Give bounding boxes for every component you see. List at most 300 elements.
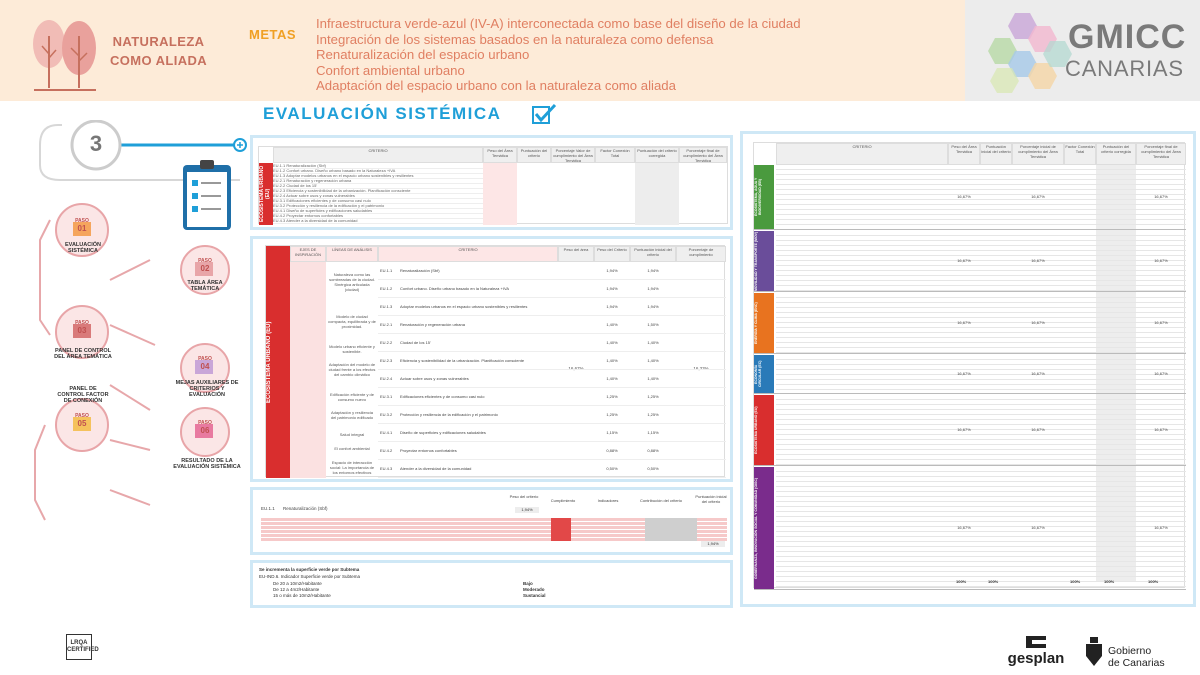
criterion-text: Adoptar modelos urbanos en el espacio urbano sostenibles y resilientes (400, 304, 528, 309)
table-row (776, 521, 1186, 522)
step-badge (70, 413, 94, 428)
criterion-weight: 1,40% (606, 322, 618, 327)
gesplan-mark-icon (1024, 634, 1048, 650)
col-header: Peso del criterio (509, 494, 539, 499)
table-row (776, 219, 1186, 220)
table-row: EU.4.1 Diseño de superficies y edificaciones saludables (273, 208, 483, 214)
col-header: Peso del Área Temática (483, 147, 517, 163)
group-separator (754, 589, 1186, 590)
table-row (776, 174, 1186, 175)
criterion-text: Eficiencia y sostenibilidad de la urbanización. Planificación consciente (400, 358, 525, 363)
table-row (776, 327, 1186, 328)
col-header: LÍNEAS DE ANÁLISIS (326, 246, 378, 262)
table-row (776, 332, 1186, 333)
line-label: Modelo de ciudad compacta, equilibrada y de proximidad. (328, 314, 376, 329)
group-initial-pct: 16,67% (1031, 525, 1045, 530)
table-row (776, 429, 1186, 430)
gmicc-logo (965, 0, 1200, 101)
checkbox-icon (530, 102, 558, 126)
col-header: Porcentaje final de cumplimiento del Área Temática (679, 147, 727, 163)
table-row (776, 501, 1186, 502)
group-initial-pct: 16,67% (1031, 258, 1045, 263)
line-label: Edificación eficiente y de consumo nuevo (329, 392, 375, 402)
table-row (776, 449, 1186, 450)
group-separator (754, 393, 1186, 394)
hexagon-cluster-icon (985, 8, 1075, 93)
table-row (378, 316, 726, 334)
criterion-score: 1,94% (647, 286, 659, 291)
table-row (776, 399, 1186, 400)
indicator-name: Renaturalización (Sbf) (283, 506, 328, 511)
criterion-weight: 1,40% (606, 358, 618, 363)
group-weight: 16,67% (957, 427, 971, 432)
area-weight-cell (483, 163, 517, 225)
step-badge (193, 258, 217, 273)
group-label: ECONOMÍA CIRCULAR (EC) (754, 355, 774, 393)
table-row (776, 240, 1186, 241)
criterion-weight: 1,40% (606, 376, 618, 381)
table-row (776, 576, 1186, 577)
table-row (378, 352, 726, 370)
group-separator (754, 229, 1186, 230)
table-row (776, 297, 1186, 298)
total-cell: 100% (1070, 579, 1081, 584)
table-row (776, 374, 1186, 375)
table-row (776, 516, 1186, 517)
col-header: Contribución del criterio (639, 498, 683, 503)
table-row (776, 439, 1186, 440)
step-badge-word: PASO (198, 258, 212, 264)
gobierno-logo (1108, 645, 1165, 669)
col-header: Puntuación del criterio corregida (1096, 143, 1136, 165)
criterion-score: 1,40% (647, 376, 659, 381)
brand-title-line1: NATURALEZA (112, 33, 205, 49)
col-header: Cumplimiento (550, 498, 576, 503)
metas-label: METAS (249, 27, 297, 42)
table-row (776, 342, 1186, 343)
note-option: 15 o más de 10m2/Habitante (273, 593, 331, 598)
criterion-weight: 1,94% (606, 268, 618, 273)
criterion-score: 1,15% (647, 430, 659, 435)
criterion-code: EU.1.1 (380, 268, 393, 273)
table-row (776, 561, 1186, 562)
criterion-text: Protección y resiliencia de la edificación y el patrimonio (400, 412, 498, 417)
criterion-score: 1,40% (647, 340, 659, 345)
col-header: CRITERIO (378, 246, 558, 262)
step-label: TABLA ÁREA TEMÁTICA (187, 280, 223, 292)
criterion-code: EU.1.2 (380, 286, 393, 291)
note-level: Sustancial (523, 593, 546, 598)
line-label: Adaptación del modelo de ciudad frente a los efectos del cambio climático (328, 362, 376, 377)
group-label: MOVILIDAD Y TRANSPORTE (MOV) (754, 231, 774, 291)
step-badge (70, 320, 94, 335)
line-label: Adaptación y resiliencia del patrimonio edificado (330, 410, 374, 420)
table-row (776, 184, 1186, 185)
step-badge (193, 356, 217, 371)
criterion-score: 0,50% (647, 466, 659, 471)
criterion-code: EU.4.1 (380, 430, 393, 435)
table-row (776, 434, 1186, 435)
criterion-text: Renaturalización (Sbf) (400, 268, 440, 273)
col-header: Peso del Área Temática (948, 143, 980, 165)
group-final-pct: 16,67% (1154, 525, 1168, 530)
criterion-weight: 0,88% (606, 448, 618, 453)
totals-row (948, 579, 1186, 587)
table-row (378, 370, 726, 388)
criterion-code: EU.4.2 (380, 448, 393, 453)
table-row (776, 526, 1186, 527)
group-label: ENERGÍA Y CLIMA (ENC) (754, 293, 774, 353)
full-results-table (753, 142, 1185, 588)
logo-subtitle: CANARIAS (1065, 56, 1184, 81)
table-row (776, 536, 1186, 537)
table-row (378, 388, 726, 406)
step-badge-word: PASO (75, 320, 89, 326)
table-row (776, 285, 1186, 286)
header-band (0, 0, 1200, 101)
table-row (776, 302, 1186, 303)
table-row (776, 566, 1186, 567)
section-title: EVALUACIÓN SISTÉMICA (263, 104, 502, 123)
table-row (776, 307, 1186, 308)
table-row (378, 262, 726, 280)
criterion-code: EU.2.2 (380, 340, 393, 345)
table-row (776, 179, 1186, 180)
brand-title (110, 32, 207, 70)
col-header: Puntuación inicial del criterio (695, 494, 727, 504)
col-header: CRITERIO (776, 143, 948, 165)
table-row (776, 551, 1186, 552)
group-final-pct: 16,67% (1154, 194, 1168, 199)
table-row (776, 454, 1186, 455)
table-row: EU.2.3 Eficiencia y sostenibilidad de la urbanización. Planificación consciente (273, 188, 483, 194)
area-table (258, 146, 728, 224)
criteria-table (265, 245, 725, 477)
table-row: EU.4.2 Proyectar entornos confortables (273, 213, 483, 219)
step-label: PANEL DE CONTROL DEL ÁREA TEMÁTICA (54, 348, 112, 360)
indicator-code: EU.1.1 (261, 506, 275, 511)
group-initial-pct: 16,67% (1031, 194, 1045, 199)
indicator-total: 1,94% (701, 541, 725, 547)
col-header: Porcentaje final de cumplimiento del Área Temática (1136, 143, 1186, 165)
criterion-text: Diseño de superficies y edificaciones saludables (400, 430, 486, 435)
full-results-panel (740, 131, 1196, 607)
step-badge (70, 218, 94, 233)
table-row (776, 459, 1186, 460)
group-initial-pct: 16,67% (1031, 371, 1045, 376)
table-row: EU.2.2 Ciudad de los 15' (273, 183, 483, 189)
table-row (776, 369, 1186, 370)
criterion-score: 1,40% (647, 358, 659, 363)
col-header: Puntuación del criterio corregida (635, 147, 679, 163)
criterion-code: EU.3.1 (380, 394, 393, 399)
table-row: EU.3.1 Edificaciones eficientes y de consumo casi nulo (273, 198, 483, 204)
criterion-score: 0,88% (647, 448, 659, 453)
criteria-rows (378, 262, 726, 478)
table-row (776, 444, 1186, 445)
criterion-text: Confort urbano. Diseño urbano basado en la Naturaleza +IVA (400, 286, 509, 291)
group-weight: 16,67% (957, 194, 971, 199)
table-row (776, 280, 1186, 281)
total-cell: 100% (1104, 579, 1115, 584)
area-table-panel (250, 135, 733, 230)
table-row (776, 556, 1186, 557)
table-row (776, 194, 1186, 195)
table-row (776, 364, 1186, 365)
col-header: Factor Conexión Total (1064, 143, 1096, 165)
line-label: Naturaleza como las sombreadas de la ciudad. Sinérgica articulada (ciudad) (329, 272, 375, 292)
criterion-weight: 1,25% (606, 394, 618, 399)
note-line: EU-IND.6. Indicador Superficie verde por Subtema (259, 574, 361, 579)
criterion-text: Renaturación y regeneración urbana (400, 322, 465, 327)
table-row (776, 255, 1186, 256)
steps-diagram (0, 120, 250, 670)
col-header: CRITERIO (273, 147, 483, 163)
table-row (776, 404, 1186, 405)
lrqa-cert-logo: LRQA CERTIFIED (66, 634, 92, 660)
criterion-code: EU.4.3 (380, 466, 393, 471)
criterion-score: 1,50% (647, 322, 659, 327)
group-final-pct: 16,67% (1154, 320, 1168, 325)
table-row (776, 204, 1186, 205)
table-row (378, 298, 726, 316)
note-level: Bajo (523, 581, 533, 586)
table-row (776, 496, 1186, 497)
table-row (776, 571, 1186, 572)
step-badge-number: 02 (200, 264, 210, 273)
step-label: RESULTADO DE LA EVALUACIÓN SISTÉMICA (173, 458, 241, 470)
group-label: ECOSISTEMA URBANO (EU) (754, 395, 774, 465)
table-row (776, 189, 1186, 190)
table-row (776, 224, 1186, 225)
criterion-code: EU.3.2 (380, 412, 393, 417)
table-row (776, 245, 1186, 246)
step-badge (193, 420, 217, 435)
group-final-pct: 16,67% (1154, 258, 1168, 263)
table-row (776, 424, 1186, 425)
group-weight: 16,67% (957, 525, 971, 530)
criterion-code: EU.1.3 (380, 304, 393, 309)
table-row: EU.1.2 Confort urbano. Diseño urbano basado en la Naturaleza +IVA (273, 168, 483, 174)
corrected-score-column (635, 163, 679, 225)
step-badge-number: 06 (200, 426, 210, 435)
table-row (776, 476, 1186, 477)
area-total: 16,67% (568, 366, 584, 371)
table-row (776, 235, 1186, 236)
step-badge-number: 03 (77, 326, 87, 335)
note-panel (250, 560, 733, 608)
table-row (776, 541, 1186, 542)
col-header: Indicadores (597, 498, 619, 503)
group-weight: 16,67% (957, 371, 971, 376)
note-title: Se incrementa la superficie verde por Subtema (259, 567, 360, 572)
table-row: EU.1.1 Renaturalización (Sbf) (273, 163, 483, 169)
table-row (776, 359, 1186, 360)
criterion-score: 1,25% (647, 412, 659, 417)
step-badge-word: PASO (75, 413, 89, 419)
table-row (776, 409, 1186, 410)
col-header: Puntuación inicial del criterio (630, 246, 676, 262)
gesplan-text: gesplan (1007, 650, 1065, 667)
note-option: De 12 a 4m2/Habitante (273, 587, 320, 592)
criterion-text: Atender a la diversidad de la comunidad (400, 466, 472, 471)
table-row (776, 379, 1186, 380)
table-row (776, 275, 1186, 276)
table-row (776, 209, 1186, 210)
group-label: ECOSISTEMA, AGUA Y BIODIVERSIDAD (EB) (754, 165, 774, 229)
table-row (776, 270, 1186, 271)
criterion-code: EU.2.3 (380, 358, 393, 363)
col-header: Puntuación del criterio (517, 147, 551, 163)
group-initial-pct: 16,67% (1031, 427, 1045, 432)
table-row: EU.2.4 Actuar sobre usos y zonas vulnerables (273, 193, 483, 199)
table-row (776, 169, 1186, 170)
table-row (776, 491, 1186, 492)
meta-item: Adaptación del espacio urbano con la naturaleza como aliada (316, 78, 676, 94)
table-row (378, 334, 726, 352)
indicator-weight: 1,94% (515, 507, 539, 513)
step-badge-number: 01 (77, 224, 87, 233)
criterion-weight: 0,50% (606, 466, 618, 471)
step-label: EVALUACIÓN SISTÉMICA (65, 242, 101, 254)
area-final-total: 16,33% (693, 366, 709, 371)
trees-icon (24, 6, 104, 96)
group-separator (754, 291, 1186, 292)
criterion-text: Edificaciones eficientes y de consumo casi nulo (400, 394, 485, 399)
axis-column (290, 262, 326, 478)
table-row (378, 442, 726, 460)
total-cell: 100% (956, 579, 967, 584)
indicator-rows (261, 518, 727, 544)
table-row (776, 384, 1186, 385)
area-side-label: ECOSISTEMA URBANO (EU) (259, 163, 273, 225)
table-row (776, 506, 1186, 507)
metas-list (316, 16, 801, 94)
analysis-lines (326, 262, 378, 478)
table-row (776, 322, 1186, 323)
table-row: EU.2.1 Renaturación y regeneración urbana (273, 178, 483, 184)
col-header: Peso del área (558, 246, 594, 262)
criterion-text: Proyectar entornos confortables (400, 448, 457, 453)
logo-title: GMICC (1068, 18, 1187, 56)
brand-block (6, 0, 231, 101)
table-row (378, 406, 726, 424)
group-label: GOBERNANZA, INNOVACIÓN SOCIAL Y COMUNIDAD (GISC) (754, 467, 774, 589)
gobierno-line2: de Canarias (1108, 657, 1165, 669)
note-level: Moderado (523, 587, 545, 592)
gesplan-logo (1006, 634, 1066, 667)
table-row (776, 337, 1186, 338)
table-row (776, 347, 1186, 348)
table-row (776, 546, 1186, 547)
meta-item: Infraestructura verde-azul (IV-A) interconectada como base del diseño de la ciudad (316, 16, 801, 31)
indicator-panel (250, 487, 733, 555)
table-row (776, 414, 1186, 415)
group-weight: 16,67% (957, 258, 971, 263)
step-badge-word: PASO (198, 420, 212, 426)
criterion-weight: 1,94% (606, 304, 618, 309)
group-final-pct: 16,67% (1154, 427, 1168, 432)
criteria-table-panel (250, 236, 733, 482)
table-row (776, 511, 1186, 512)
criterion-weight: 1,40% (606, 340, 618, 345)
table-row (776, 531, 1186, 532)
table-row (776, 317, 1186, 318)
gobierno-line1: Gobierno (1108, 645, 1152, 657)
criterion-text: Actuar sobre usos y zonas vulnerables (400, 376, 469, 381)
col-header: Factor Conexión Total (595, 147, 635, 163)
table-row (776, 265, 1186, 266)
criterion-code: EU.2.4 (380, 376, 393, 381)
criterion-code: EU.2.1 (380, 322, 393, 327)
col-header: EJES DE INSPIRACIÓN (290, 246, 326, 262)
line-label: Espacio de interacción social: La importancia de los entornos efectivos (329, 460, 375, 475)
meta-item: Integración de los sistemas basados en la naturaleza como defensa (316, 31, 714, 47)
table-row: EU.3.2 Protección y resiliencia de la edificación y el patrimonio (273, 203, 483, 209)
table-row (776, 199, 1186, 200)
col-header: Peso del Criterio (594, 246, 630, 262)
group-final-pct: 16,67% (1154, 371, 1168, 376)
total-cell: 100% (988, 579, 999, 584)
table-row (378, 424, 726, 442)
step-number: 3 (89, 131, 103, 156)
col-header: Porcentaje inicial de cumplimiento del Área Temática (1012, 143, 1064, 165)
table-row (776, 419, 1186, 420)
corrected-score-column (1096, 165, 1136, 581)
col-header: Porcentaje Valor de cumplimiento del Área Temática (551, 147, 595, 163)
brand-title-line2: COMO ALIADA (110, 52, 208, 68)
criterion-weight: 1,25% (606, 412, 618, 417)
line-label: Modelo urbano eficiente y sostenible. (329, 344, 375, 354)
step-badge-word: PASO (198, 356, 212, 362)
step-label: PANEL DE CONTROL FACTOR DE CONEXIÓN (57, 386, 109, 404)
criterion-score: 1,25% (647, 394, 659, 399)
step-badge-number: 05 (77, 419, 87, 428)
table-row (776, 486, 1186, 487)
table-row: EU.4.3 Atender a la diversidad de la comunidad (273, 218, 483, 224)
table-row (776, 481, 1186, 482)
meta-item: Renaturalización del espacio urbano (316, 47, 530, 63)
table-row (776, 260, 1186, 261)
line-label: El confort ambiental (334, 446, 370, 451)
table-row (378, 280, 726, 298)
step-badge-number: 04 (200, 362, 210, 371)
group-weight: 16,67% (957, 320, 971, 325)
table-row (776, 471, 1186, 472)
table-row: EU.1.3 Adoptar modelos urbanos en el espacio urbano sostenibles y resilientes (273, 173, 483, 179)
col-header: Puntuación inicial del criterio (980, 143, 1012, 165)
criterion-weight: 1,15% (606, 430, 618, 435)
table-row (776, 214, 1186, 215)
criterion-score: 1,94% (647, 268, 659, 273)
criterion-text: Ciudad de los 15' (400, 340, 431, 345)
step-label: MEJAS AUXILIARES DE CRITERIOS Y EVALUACIÓN (175, 380, 239, 398)
group-separator (754, 353, 1186, 354)
table-row (776, 389, 1186, 390)
criterion-weight: 1,94% (606, 286, 618, 291)
table-row (378, 460, 726, 478)
note-option: De 20 a 10m2/Habitante (273, 581, 322, 586)
group-separator (754, 465, 1186, 466)
table-row (776, 250, 1186, 251)
step-badge-word: PASO (75, 218, 89, 224)
total-cell: 100% (1148, 579, 1159, 584)
gobierno-crest-icon (1083, 636, 1105, 668)
line-label: Salud integral (339, 432, 365, 437)
group-initial-pct: 16,67% (1031, 320, 1045, 325)
table-row (776, 312, 1186, 313)
meta-item: Confort ambiental urbano (316, 62, 465, 78)
